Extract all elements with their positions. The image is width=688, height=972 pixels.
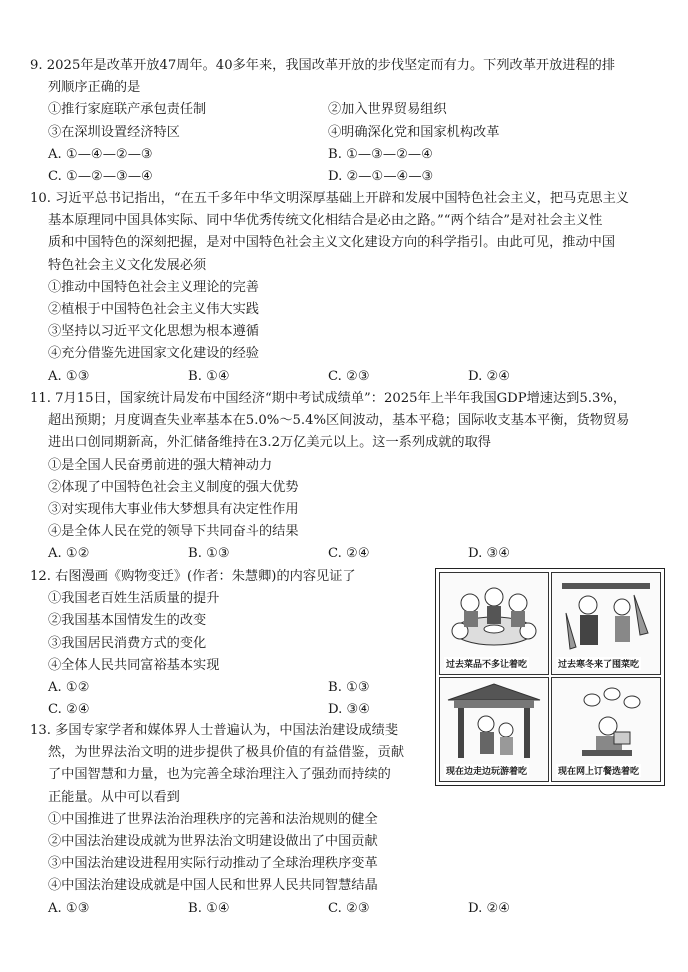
choice-b[interactable]: B. ①③ [328,679,370,695]
choice-d[interactable]: D. ②④ [468,900,511,916]
question-9-choices-row2 [30,166,658,188]
choice-c[interactable]: C. ②③ [328,900,370,916]
question-10-stem-line4: 特色社会主义文化发展必须 [48,257,207,273]
comic-caption-3: 现在边走边玩游着吃 [444,764,529,777]
question-13-stem-line1: 13. 多国专家学者和媒体界人士普遍认为，中国法治建设成绩斐 [30,723,399,738]
choice-a[interactable]: A. ①② [48,679,90,695]
choice-b[interactable]: B. ①—③—②—④ [328,146,433,162]
choice-d[interactable]: D. ②④ [468,368,511,384]
comic-caption-1: 过去菜品不多让着吃 [444,657,529,670]
choice-d[interactable]: D. ③④ [468,546,511,562]
choice-b[interactable]: B. ①③ [188,546,230,562]
choice-a[interactable]: A. ①② [48,546,90,562]
question-11-stem-line2: 超出预期；月度调查失业率基本在5.0%～5.4%区间波动，基本平稳；国际收支基本平衡，货物贸易 [48,413,630,429]
choice-c[interactable]: C. ②④ [48,702,90,718]
question-9-statements-row2 [30,122,658,144]
statement-1: ①我国老百姓生活质量的提升 [48,591,220,607]
choice-a[interactable]: A. ①③ [48,900,90,916]
statement-2: ②植根于中国特色社会主义伟大实践 [48,301,259,317]
question-13 [30,720,658,920]
question-12 [30,566,430,721]
statement-3: ③我国居民消费方式的变化 [48,635,207,651]
question-9-stem-line1: 9. 2025年是改革开放47周年。40多年来，我国改革开放的步伐坚定而有力。下列改革开放进程的排 [30,58,616,73]
question-10-stem-line2: 基本原理同中国具体实际、同中华优秀传统文化相结合是必由之路。”“两个结合”是对社会主义性 [48,213,603,229]
question-9-stem-line2: 列顺序正确的是 [48,80,141,96]
choice-a[interactable]: A. ①—④—②—③ [48,146,153,162]
statement-3: ③中国法治建设进程用实际行动推动了全球治理秩序变革 [48,856,378,872]
question-10-stem-line3: 质和中国特色的深刻把握，是对中国特色社会主义文化建设方向的科学指引。由此可见，推动中国 [48,235,616,251]
statement-3: ③坚持以习近平文化思想为根本遵循 [48,324,259,340]
question-10-choices [30,366,658,388]
statement-4: ④是全体人民在党的领导下共同奋斗的结果 [48,524,299,540]
statement-4: ④中国法治建设成就是中国人民和世界人民共同智慧结晶 [48,878,378,894]
statement-2: ②加入世界贸易组织 [328,102,447,118]
question-10 [30,188,658,388]
comic-panel-1 [439,572,549,675]
question-11-stem-line3: 进出口创同期新高，外汇储备维持在3.2万亿美元以上。这一系列成就的取得 [48,435,491,451]
question-11-stem-line1: 11. 7月15日，国家统计局发布中国经济“期中考试成绩单”：2025年上半年我国GDP增速达到5.3%， [30,391,627,406]
choice-a[interactable]: A. ①③ [48,368,90,384]
question-12-choices-row1 [30,677,430,699]
question-12-stem-line1: 12. 右图漫画《购物变迁》(作者：朱慧卿)的内容见证了 [30,569,356,584]
statement-1: ①推行家庭联产承包责任制 [48,102,207,118]
statement-2: ②我国基本国情发生的改变 [48,613,207,629]
question-9-statements-row1 [30,99,658,121]
statement-3: ③在深圳设置经济特区 [48,124,180,140]
choice-d[interactable]: D. ②—①—④—③ [328,168,434,184]
comic-panel-2 [551,572,661,675]
question-9-choices-row1 [30,144,658,166]
choice-c[interactable]: C. ②④ [328,546,370,562]
question-13-choices [30,898,658,920]
question-10-stem-line1: 10. 习近平总书记指出，“在五千多年中华文明深厚基础上开辟和发展中国特色社会主义，把马克思主义 [30,191,629,206]
statement-3: ③对实现伟大事业伟大梦想具有决定性作用 [48,501,299,517]
statement-4: ④充分借鉴先进国家文化建设的经验 [48,346,259,362]
question-9 [30,55,658,188]
statement-2: ②体现了中国特色社会主义制度的强大优势 [48,479,299,495]
question-11-choices [30,543,658,565]
statement-1: ①中国推进了世界法治治理秩序的完善和法治规则的健全 [48,811,378,827]
statement-2: ②中国法治建设成就为世界法治文明建设做出了中国贡献 [48,833,378,849]
question-13-stem-line4: 正能量。从中可以看到 [48,789,180,805]
comic-caption-4: 现在网上订餐选着吃 [556,764,641,777]
choice-d[interactable]: D. ③④ [328,702,371,718]
choice-b[interactable]: B. ①④ [188,900,230,916]
statement-1: ①推动中国特色社会主义理论的完善 [48,279,259,295]
question-11 [30,388,658,566]
question-13-stem-line3: 了中国智慧和力量，也为完善全球治理注入了强劲而持续的 [48,767,391,783]
statement-4: ④明确深化党和国家机构改革 [328,124,500,140]
choice-c[interactable]: C. ①—②—③—④ [48,168,153,184]
statement-4: ④全体人民共同富裕基本实现 [48,657,220,673]
choice-b[interactable]: B. ①④ [188,368,230,384]
statement-1: ①是全国人民奋勇前进的强大精神动力 [48,457,273,473]
choice-c[interactable]: C. ②③ [328,368,370,384]
comic-caption-2: 过去寒冬来了囤菜吃 [556,657,641,670]
question-12-choices-row2 [30,699,430,721]
question-13-stem-line2: 然，为世界法治文明的进步提供了极具价值的有益借鉴，贡献 [48,745,405,761]
